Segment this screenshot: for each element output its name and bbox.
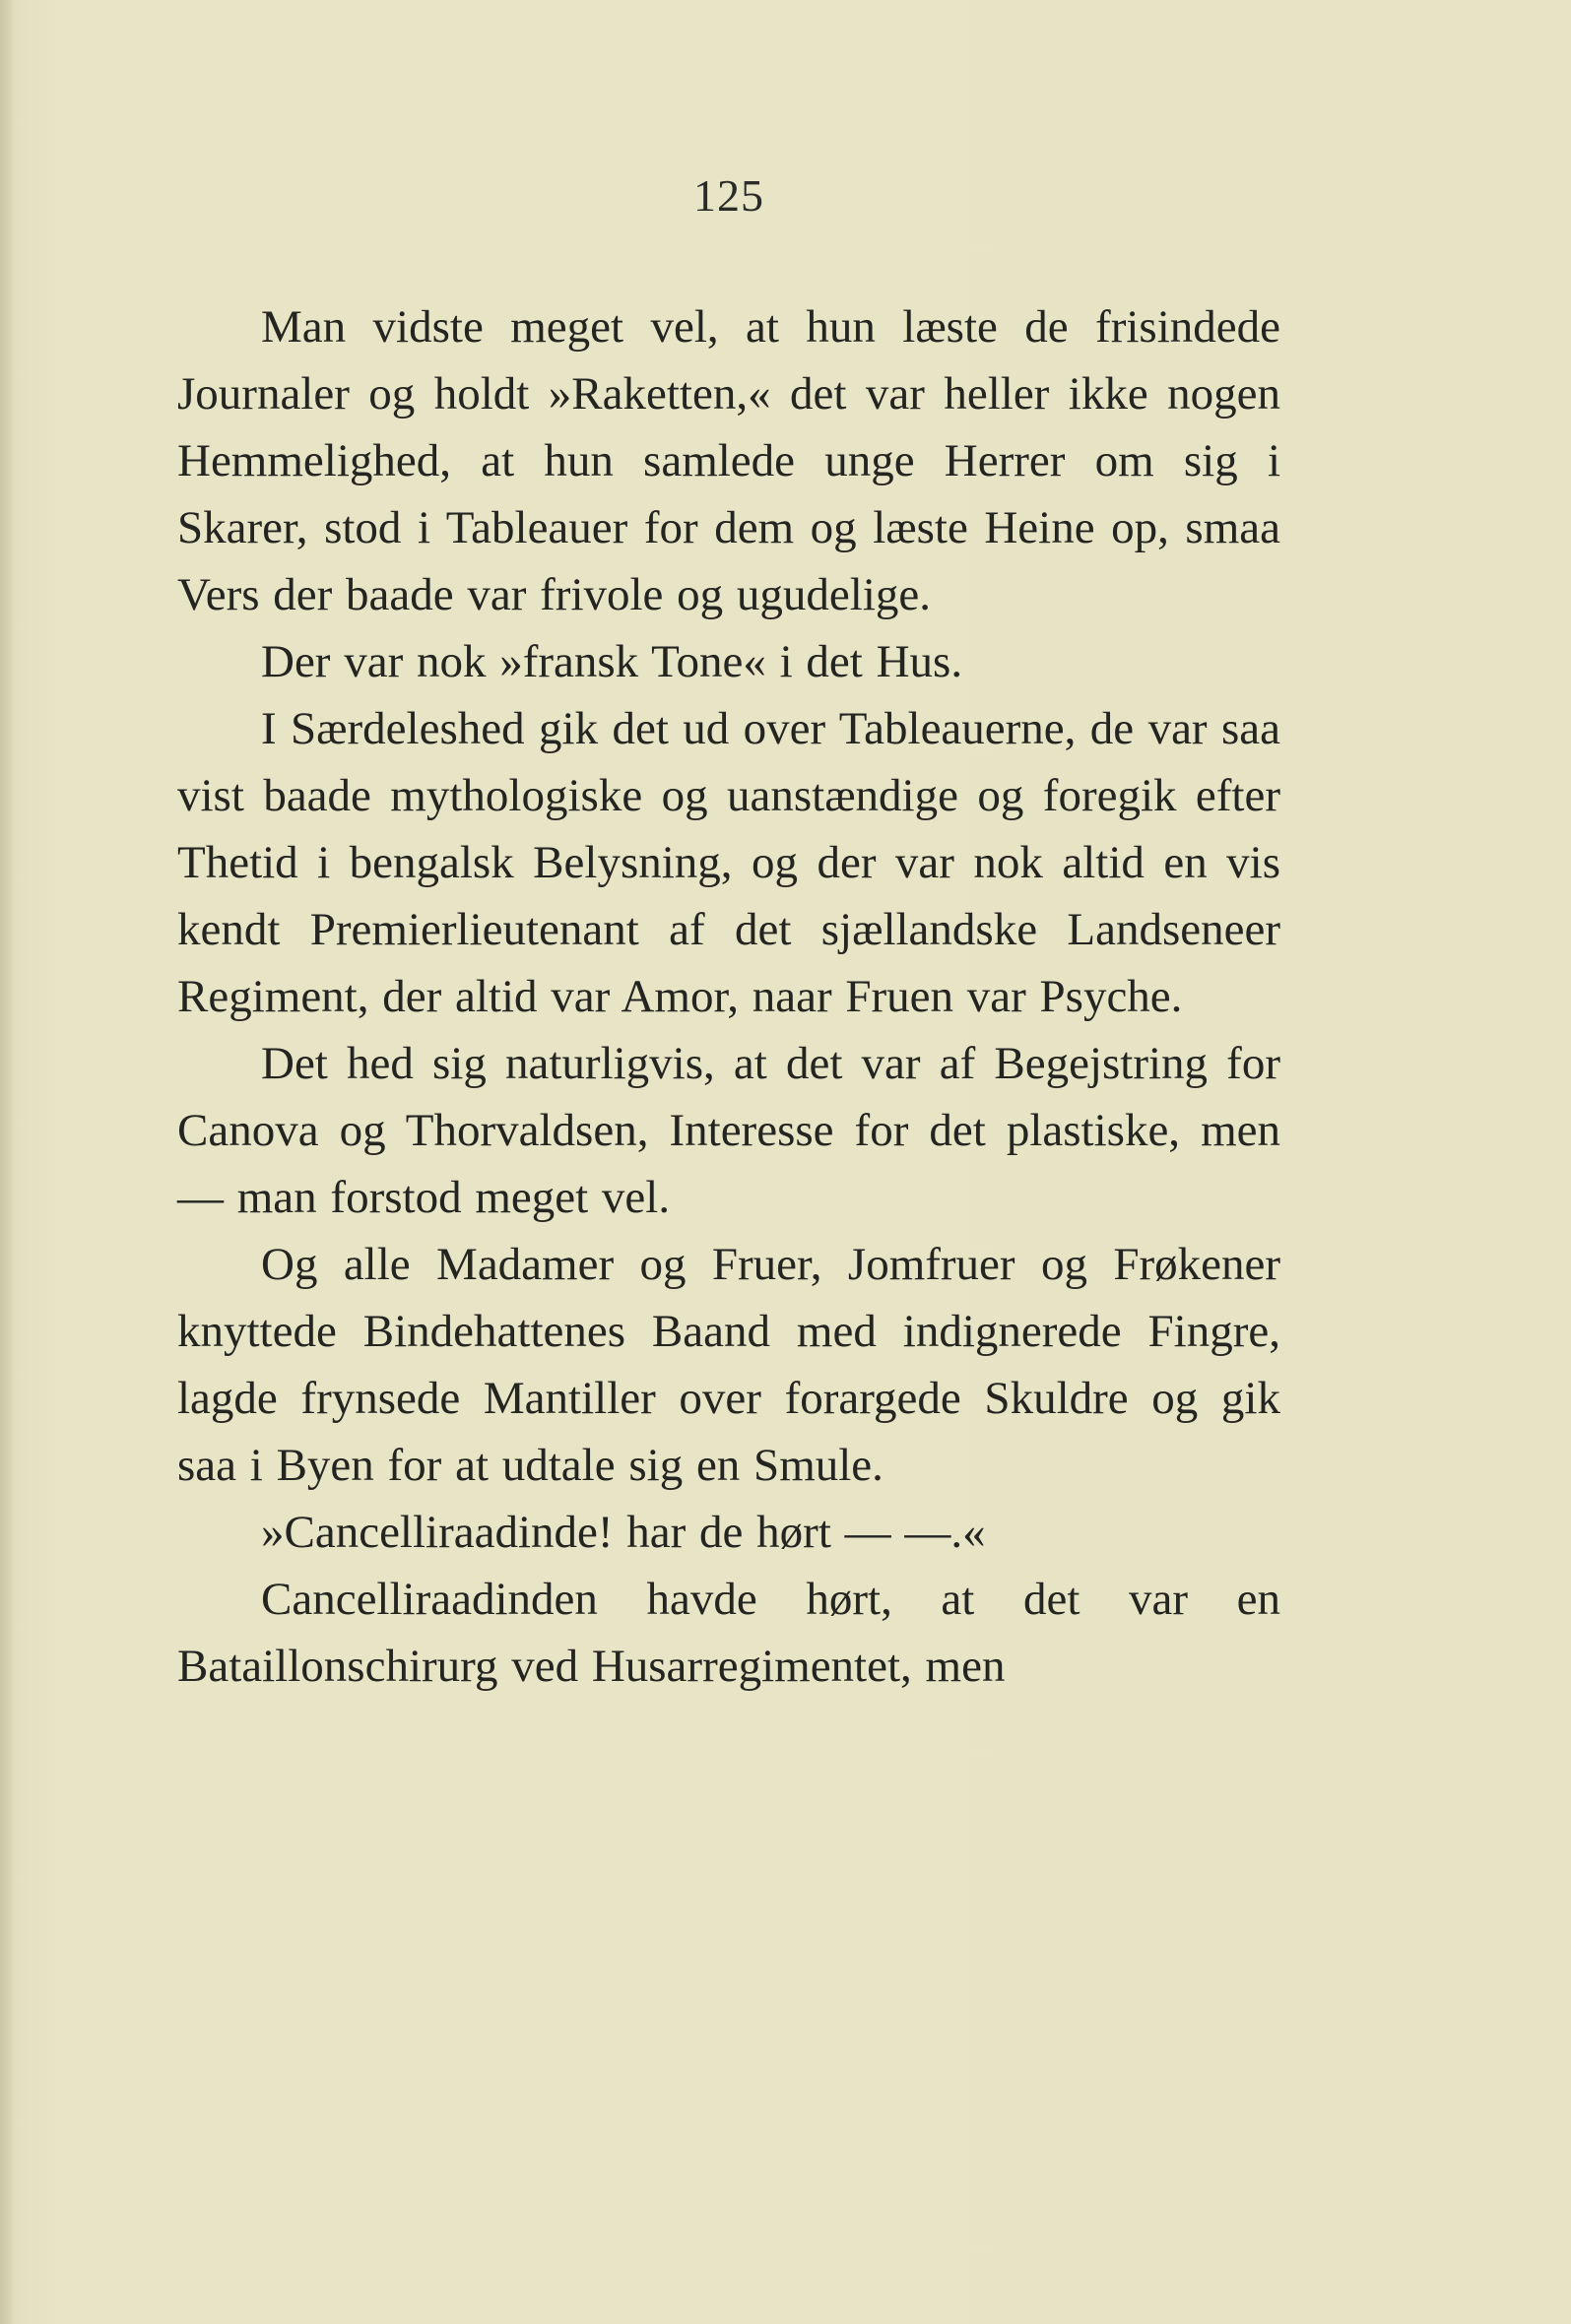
body-text: [177, 293, 1280, 1700]
binding-shadow: [0, 0, 14, 2324]
page-number: 125: [693, 170, 764, 221]
paragraph: Det hed sig naturligvis, at det var af Begejstring for Canova og Thorvaldsen, Interesse for det plastiske, men — man forstod meget vel.: [177, 1038, 1280, 1223]
paragraph: »Cancelliraadinde! har de hørt — —.«: [261, 1507, 986, 1558]
paragraph: Og alle Madamer og Fruer, Jomfruer og Frøkener knyttede Bindehattenes Baand med indignerede Fingre, lagde frynsede Mantiller over forargede Skuldre og gik saa i Byen for at udtale sig en Smule.: [177, 1239, 1280, 1491]
paragraph: Der var nok »fransk Tone« i det Hus.: [261, 636, 963, 687]
paragraph: Cancelliraadinden havde hørt, at det var en Bataillonschirurg ved Husarregimentet, men: [177, 1574, 1280, 1692]
paragraph: I Særdeleshed gik det ud over Tableauerne, de var saa vist baade mythologiske og uanstændige og foregik efter Thetid i bengalsk Belysning, og der var nok altid en vis kendt Premierlieutenant af det sjællandske Landseneer Regiment, der altid var Amor, naar Fruen var Psyche.: [177, 703, 1280, 1022]
paragraph: Man vidste meget vel, at hun læste de frisindede Journaler og holdt »Raketten,« det var heller ikke nogen Hemmelighed, at hun samlede unge Herrer om sig i Skarer, stod i Tableauer for dem og læste Heine op, smaa Vers der baade var frivole og ugudelige.: [177, 301, 1280, 620]
